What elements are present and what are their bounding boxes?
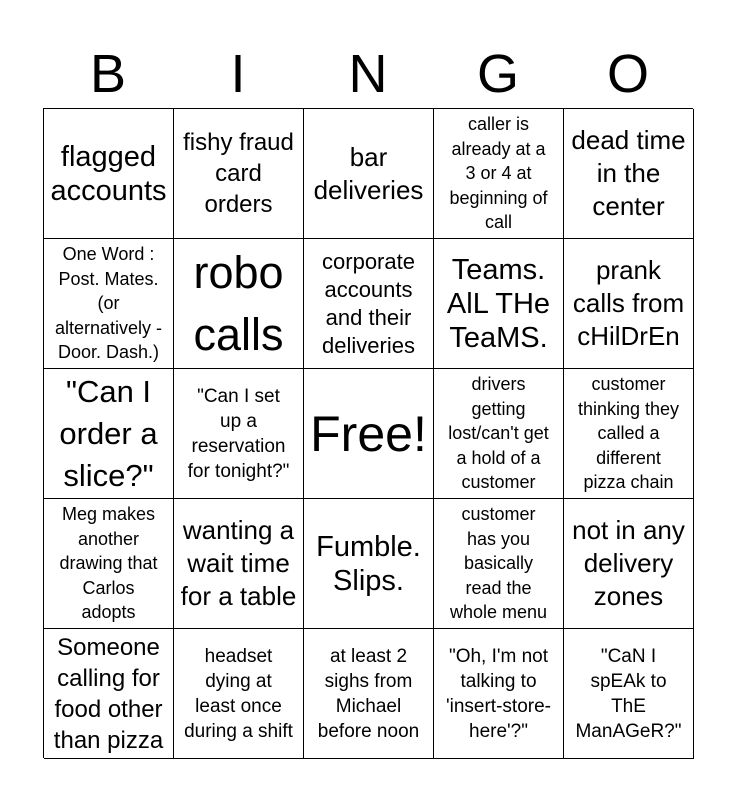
cell-text: wanting a wait time for a table (180, 515, 297, 611)
bingo-cell[interactable] (564, 369, 694, 499)
bingo-cell[interactable] (174, 369, 304, 499)
header-letter-o: O (606, 44, 649, 104)
cell-text: fishy fraud card orders (183, 129, 294, 218)
cell-text: at least 2 sighs from Michael before noon (317, 645, 420, 742)
bingo-grid (43, 108, 693, 758)
cell-text: One Word : Post. Mates. (or alternatively - Door. Dash.) (54, 244, 163, 363)
bingo-cell[interactable] (564, 629, 694, 759)
bingo-cell[interactable] (44, 109, 174, 239)
bingo-cell[interactable] (44, 239, 174, 369)
cell-text: Fumble. Slips. (316, 530, 421, 597)
cell-text: "CaN I spEAk to ThE ManAGeR?" (575, 645, 682, 742)
cell-text: dead time in the center (571, 125, 686, 221)
cell-text: "Can I set up a reservation for tonight?" (187, 385, 290, 482)
header-letter-n: N (348, 44, 388, 104)
cell-text: robo calls (193, 246, 284, 360)
bingo-cell[interactable] (304, 109, 434, 239)
bingo-cell[interactable] (434, 369, 564, 499)
cell-text: Someone calling for food other than pizza (53, 633, 164, 754)
bingo-cell[interactable] (44, 499, 174, 629)
bingo-cell[interactable] (304, 499, 434, 629)
cell-text: "Oh, I'm not talking to 'insert-store- here'?" (446, 645, 551, 742)
cell-text: drivers getting lost/can't get a hold of a customer (448, 374, 549, 493)
bingo-cell[interactable] (434, 109, 564, 239)
bingo-cell[interactable] (44, 629, 174, 759)
header-letter-b: B (89, 44, 127, 104)
cell-text: corporate accounts and their deliveries (322, 248, 415, 358)
cell-text: flagged accounts (50, 140, 167, 207)
bingo-cell[interactable] (434, 629, 564, 759)
free-space: Free! (310, 405, 427, 462)
cell-text: prank calls from cHilDrEn (572, 255, 685, 351)
bingo-cell[interactable] (434, 499, 564, 629)
cell-text: Meg makes another drawing that Carlos adopts (59, 504, 158, 623)
cell-text: caller is already at a 3 or 4 at beginning of call (449, 114, 548, 233)
cell-text: bar deliveries (313, 141, 424, 205)
bingo-cell[interactable] (44, 369, 174, 499)
cell-text: customer has you basically read the whole menu (449, 504, 548, 623)
cell-text: headset dying at least once during a shift (184, 645, 293, 742)
bingo-cell[interactable] (564, 239, 694, 369)
bingo-header (43, 40, 693, 108)
bingo-cell[interactable] (174, 239, 304, 369)
header-letter-g: G (476, 44, 519, 104)
bingo-cell[interactable] (564, 109, 694, 239)
bingo-cell[interactable] (564, 499, 694, 629)
cell-text: not in any delivery zones (572, 515, 685, 611)
cell-text: Teams. AlL THe TeaMS. (446, 253, 551, 354)
bingo-cell[interactable] (434, 239, 564, 369)
bingo-cell[interactable] (174, 629, 304, 759)
bingo-cell[interactable] (304, 239, 434, 369)
cell-text: "Can I order a slice?" (59, 373, 158, 493)
cell-text: customer thinking they called a different pizza chain (577, 374, 680, 493)
bingo-cell[interactable] (174, 109, 304, 239)
bingo-cell[interactable] (174, 499, 304, 629)
bingo-cell[interactable] (304, 629, 434, 759)
header-letter-i: I (230, 44, 246, 104)
bingo-cell[interactable] (304, 369, 434, 499)
